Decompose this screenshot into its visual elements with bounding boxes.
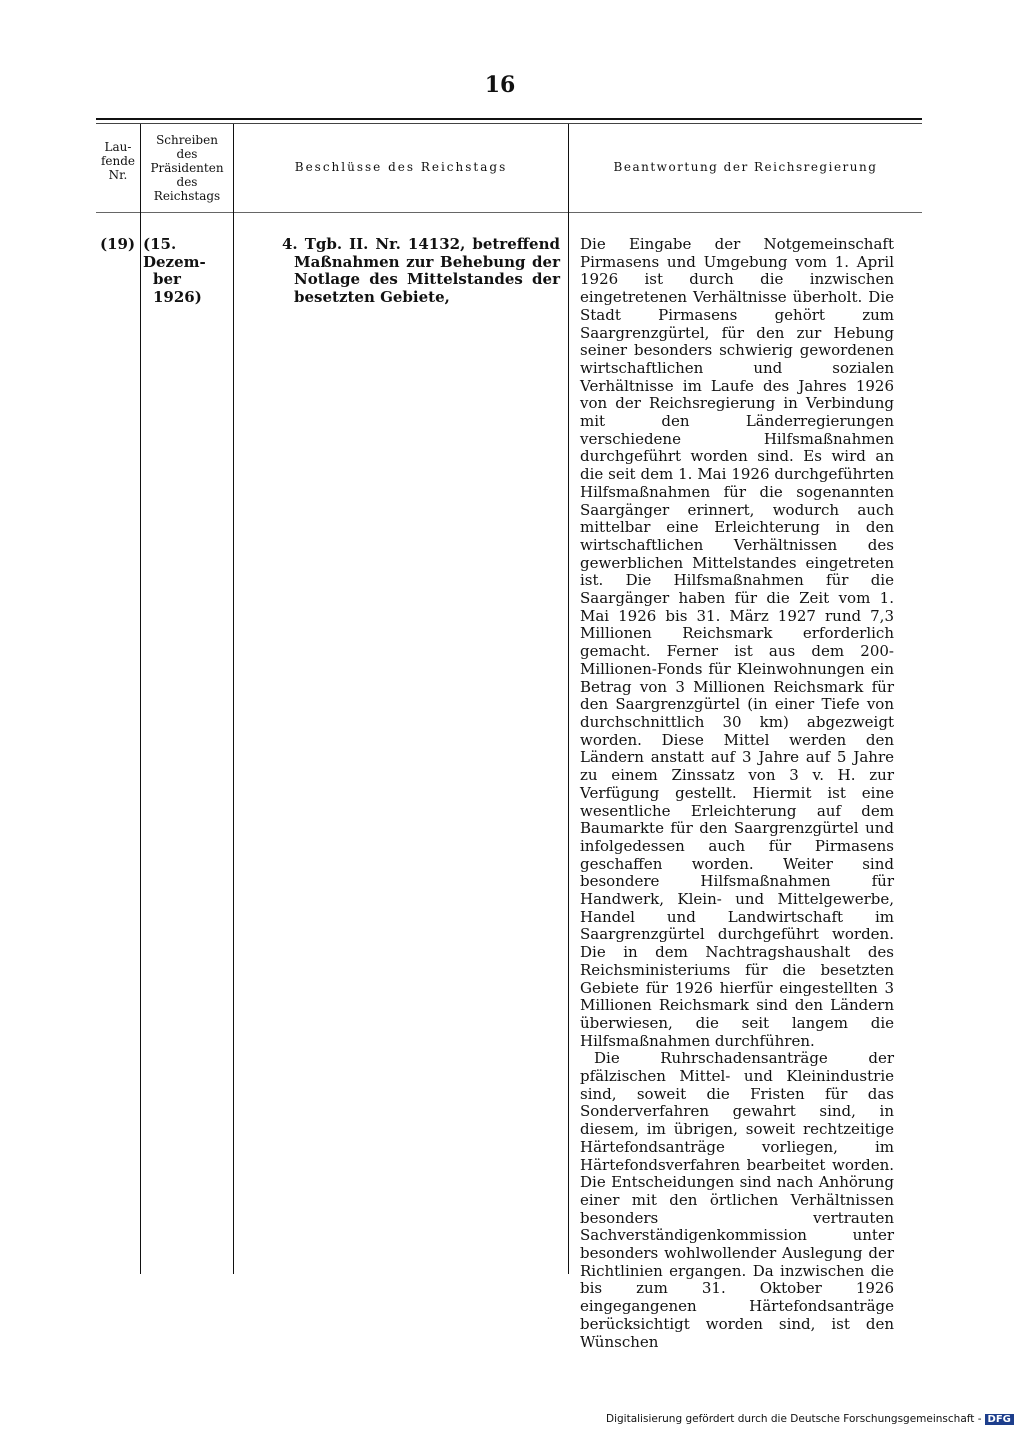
- entry-date: [143, 236, 231, 307]
- resolution-line: 4. Tgb. II. Nr. 14132, betreffend: [282, 235, 560, 253]
- answer-paragraph: Die Eingabe der Notgemeinschaft Pirmasens und Umgebung vom 1. April 1926 ist durch die inzwischen eingetretenen Verhältnisse überholt. Die Stadt Pirmasens gehört zum Saargrenzgürtel, für den zur Hebung seiner besonders schwierig gewordenen wirtschaftlichen und sozialen Verhältnisse im Laufe des Jahres 1926 von der Reichsregierung in Verbindung mit den Länderregierungen verschiedene Hilfsmaßnahmen durchgeführt worden sind. Es wird an die seit dem 1. Mai 1926 durchgeführten Hilfsmaßnahmen für die sogenannten Saargänger erinnert, wodurch auch mittelbar eine Erleichterung in den wirtschaftlichen Verhältnissen des gewerblichen Mittelstandes eingetreten ist. Die Hilfsmaßnahmen für die Saargänger haben für die Zeit vom 1. Mai 1926 bis 31. März 1927 rund 7,3 Millionen Reichsmark erforderlich gemacht. Ferner ist aus dem 200-Millionen-Fonds für Kleinwohnungen ein Betrag von 3 Millionen Reichsmark für den Saargrenzgürtel (in einer Tiefe von durchschnittlich 30 km) abgezweigt worden. Diese Mittel werden den Ländern anstatt auf 3 Jahre auf 5 Jahre zu einem Zinssatz von 3 v. H. zur Verfügung gestellt. Hiermit ist eine wesentliche Erleichterung auf dem Baumarkte für den Saargrenzgürtel und infolgedessen auch für Pirmasens geschaffen worden. Weiter sind besondere Hilfsmaßnahmen für Handwerk, Klein- und Mittelgewerbe, Handel und Landwirtschaft im Saargrenzgürtel durchgeführt worden. Die in dem Nachtragshaushalt des Reichsministeriums für die besetzten Gebiete für 1926 hierfür eingestellten 3 Millionen Reichsmark sind den Ländern überwiesen, die seit langem die Hilfsmaßnahmen durchführen.: [580, 235, 894, 1050]
- column-divider-2: [233, 124, 234, 1274]
- footer-text: Digitalisierung gefördert durch die Deutsche Forschungsgemeinschaft -: [606, 1413, 982, 1425]
- header-col-number: [96, 140, 140, 182]
- top-rule-thin: [96, 123, 922, 124]
- dfg-logo: DFG: [985, 1414, 1014, 1425]
- resolution-line: Notlage des Mittelstandes der: [294, 270, 560, 289]
- page-number: 16: [484, 72, 516, 98]
- entry-date-line: ber 1926): [153, 270, 202, 307]
- digitization-footer: [606, 1413, 1014, 1425]
- entry-resolution: [282, 236, 560, 307]
- resolution-line: besetzten Gebiete,: [294, 288, 450, 307]
- entry-number: (19): [100, 235, 136, 253]
- header-col-letter-line: Schreiben: [156, 133, 218, 147]
- resolution-line: Maßnahmen zur Behebung der: [294, 252, 560, 271]
- header-col-letter-line: des: [176, 175, 198, 189]
- header-col-letter-line: Reichstags: [153, 189, 221, 203]
- header-divider: [96, 212, 922, 213]
- header-col-number-line: Lau-: [104, 140, 132, 154]
- entry-answer: [580, 236, 894, 1351]
- column-divider-1: [140, 124, 141, 1274]
- top-rule: [96, 118, 922, 120]
- header-col-letter-line: Präsidenten: [150, 161, 224, 175]
- header-col-letter: [141, 133, 233, 203]
- header-col-number-line: fende: [100, 154, 136, 168]
- header-col-answer: Beantwortung der Reichsregierung: [613, 160, 878, 174]
- header-col-resolutions: Beschlüsse des Reichstags: [294, 160, 508, 174]
- header-col-number-line: Nr.: [108, 168, 128, 182]
- header-col-letter-line: des: [176, 147, 198, 161]
- entry-date-line: (15. Dezem-: [143, 235, 206, 271]
- answer-paragraph: Die Ruhrschadensanträge der pfälzischen Mittel- und Kleinindustrie sind, soweit die Fristen für das Sonderverfahren gewahrt sind, in diesem, im übrigen, soweit rechtzeitige Härtefondsanträge vorliegen, im Härtefondsverfahren bearbeitet worden. Die Entscheidungen sind nach Anhörung einer mit den örtlichen Verhältnissen besonders vertrauten Sachverständigenkommission unter besonders wohlwollender Auslegung der Richtlinien ergangen. Da inzwischen die bis zum 31. Oktober 1926 eingegangenen Härtefondsanträge berücksichtigt worden sind, ist den Wünschen: [580, 1049, 894, 1351]
- column-divider-3: [568, 124, 569, 1274]
